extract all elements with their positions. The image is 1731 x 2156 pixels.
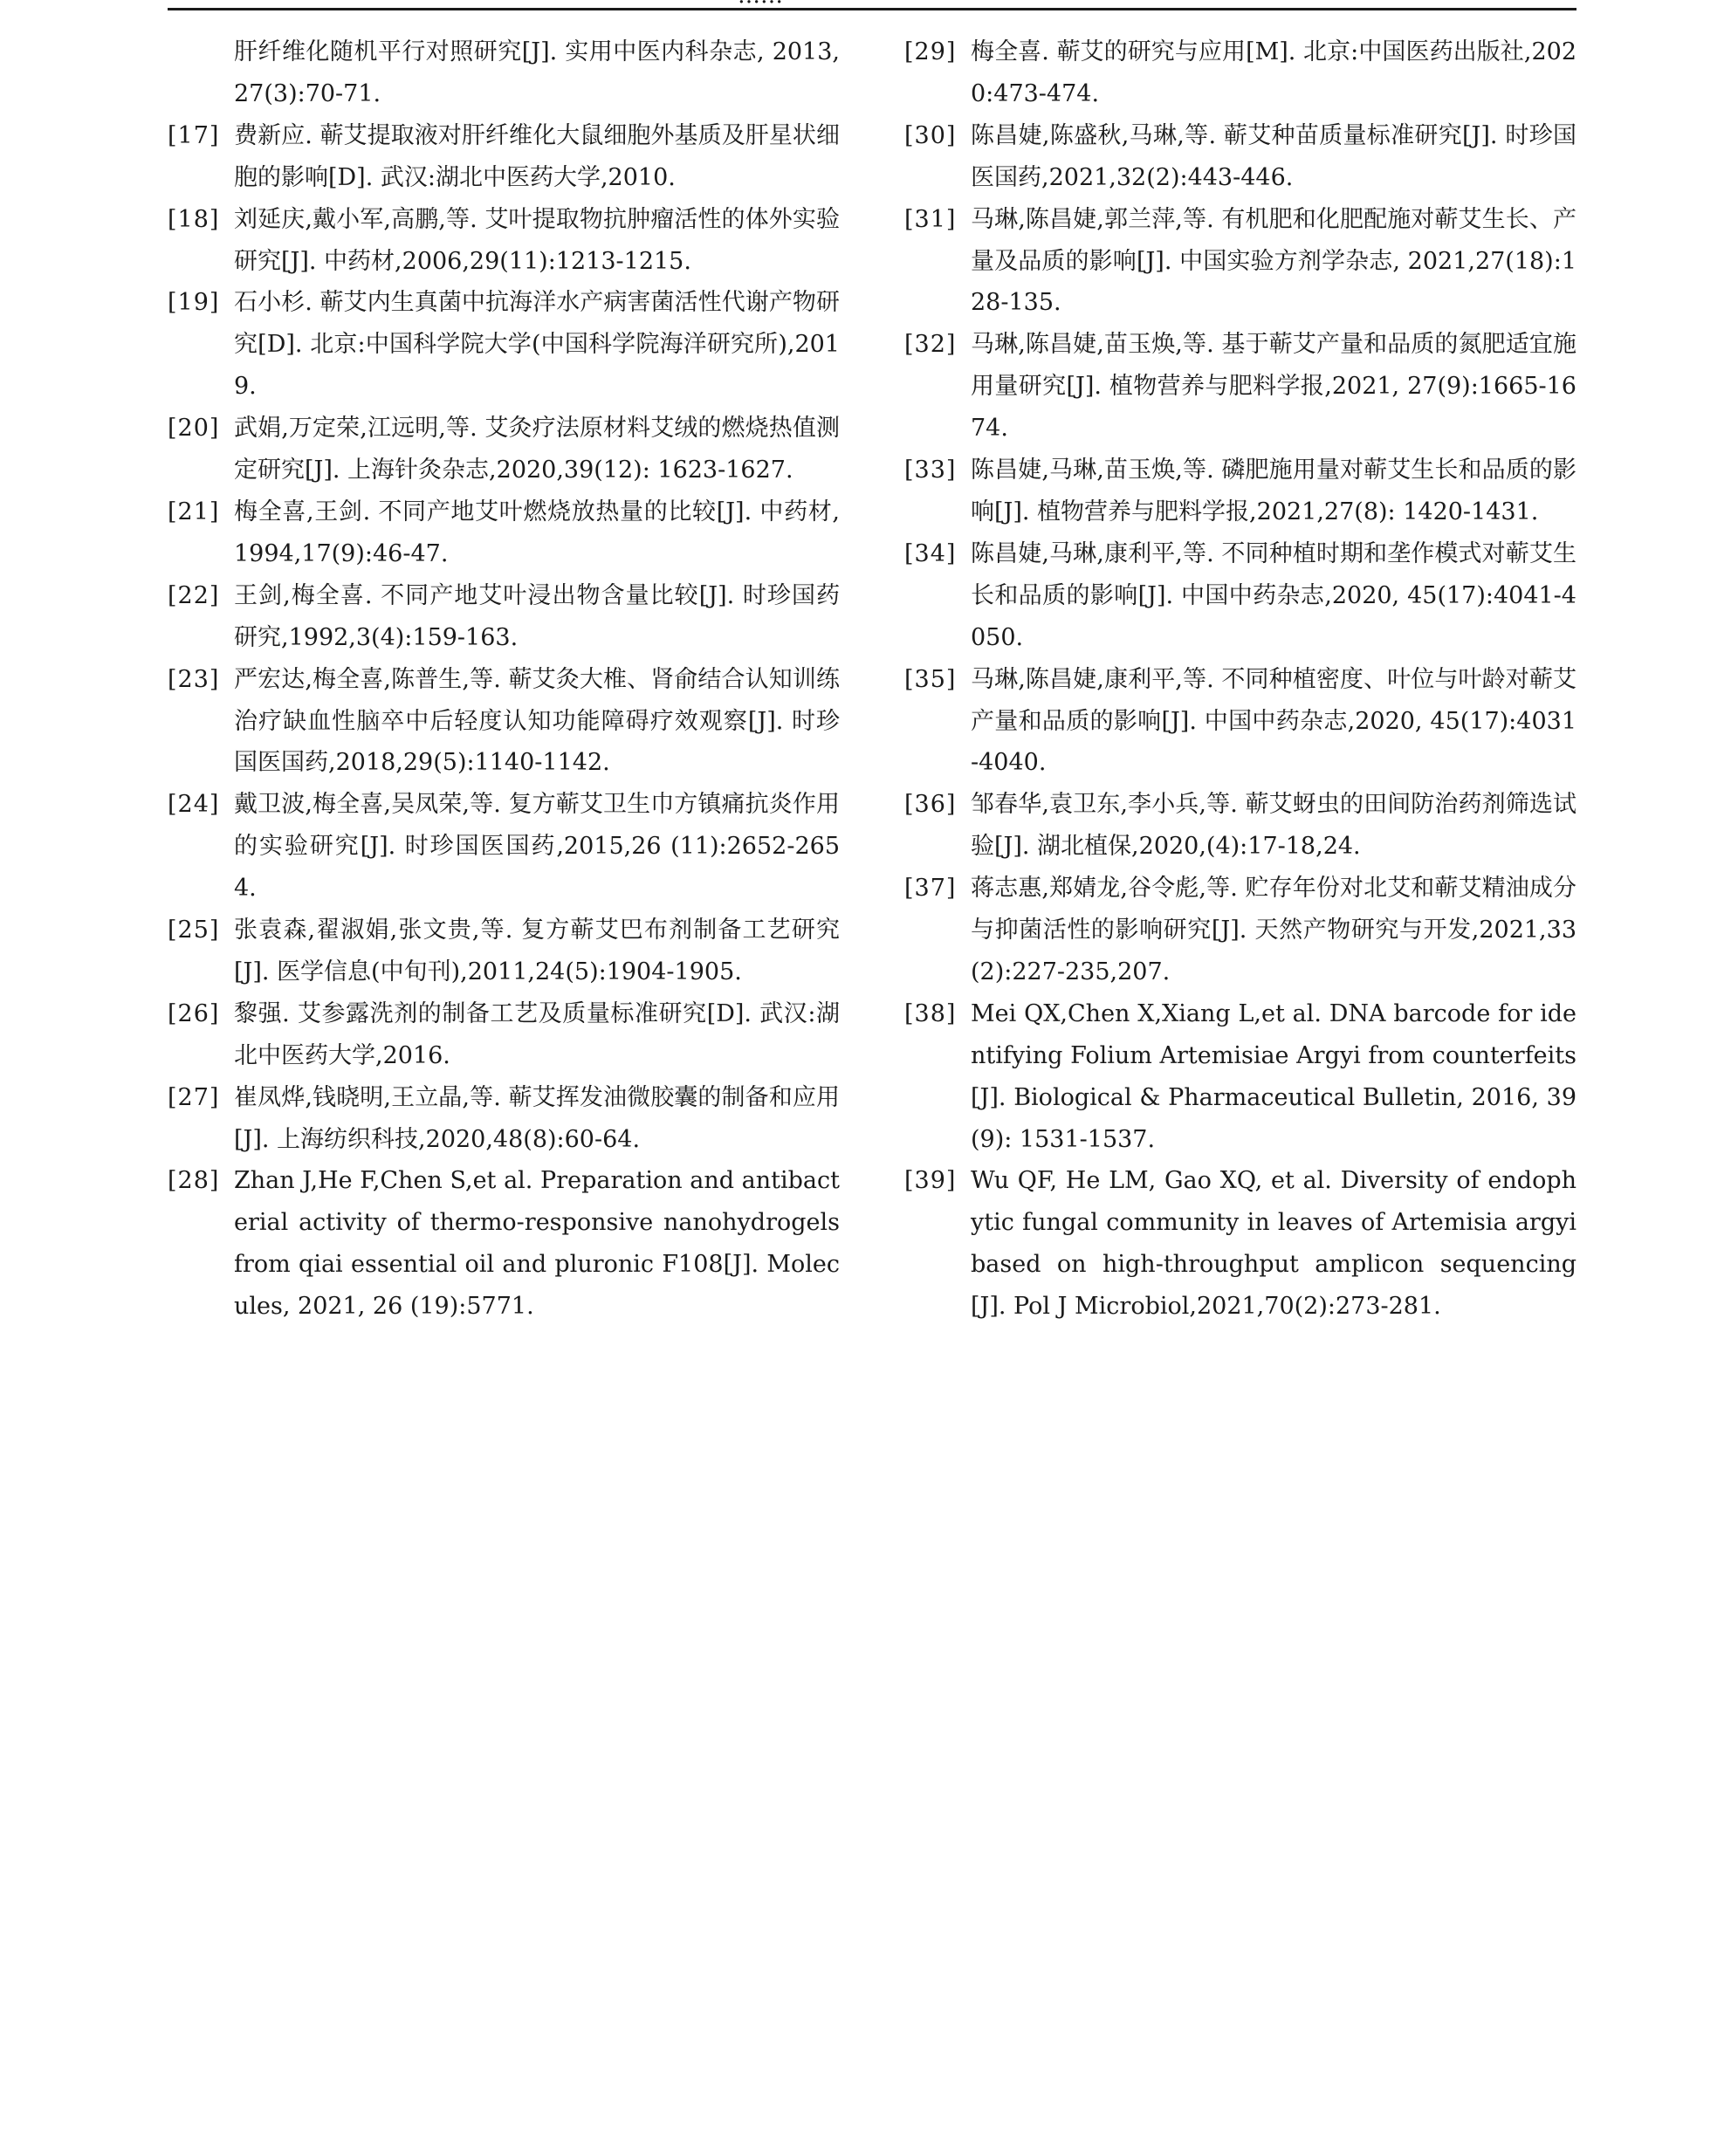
reference-text: 费新应. 蕲艾提取液对肝纤维化大鼠细胞外基质及肝星状细胞的影响[D]. 武汉:湖北中医药大学,2010. (234, 121, 840, 191)
reference-item (904, 533, 1576, 659)
reference-item (904, 993, 1576, 1161)
reference-number: [26] (168, 999, 220, 1027)
reference-text: 梅全喜,王剑. 不同产地艾叶燃烧放热量的比较[J]. 中药材,1994,17(9):46-47. (234, 498, 840, 567)
reference-text: 刘延庆,戴小军,高鹏,等. 艾叶提取物抗肿瘤活性的体外实验研究[J]. 中药材,2006,29(11):1213-1215. (234, 205, 840, 275)
reference-number: [23] (168, 665, 220, 693)
reference-text: 严宏达,梅全喜,陈普生,等. 蕲艾灸大椎、肾俞结合认知训练治疗缺血性脑卒中后轻度认知功能障碍疗效观察[J]. 时珍国医国药,2018,29(5):1140-1142. (234, 665, 840, 777)
reference-text: Zhan J,He F,Chen S,et al. Preparation and antibacterial activity of thermo-responsive nanohydrogels from qiai essential oil and pluronic F108[J]. Molecules, 2021, 26 (19):5771. (234, 1167, 840, 1321)
reference-number: [20] (168, 415, 220, 443)
reference-number: [27] (168, 1083, 220, 1111)
reference-item (904, 31, 1576, 115)
reference-text: 陈昌婕,马琳,苗玉焕,等. 磷肥施用量对蕲艾生长和品质的影响[J]. 植物营养与肥料学报,2021,27(8): 1420-1431. (971, 457, 1576, 525)
reference-item (168, 993, 840, 1077)
reference-text: 梅全喜. 蕲艾的研究与应用[M]. 北京:中国医药出版社,2020:473-474. (971, 38, 1576, 107)
reference-text: 石小杉. 蕲艾内生真菌中抗海洋水产病害菌活性代谢产物研究[D]. 北京:中国科学院大学(中国科学院海洋研究所),2019. (234, 289, 840, 401)
header-rule (168, 8, 1576, 10)
reference-number: [33] (904, 457, 957, 484)
reference-continuation (168, 31, 840, 115)
reference-number: [28] (168, 1167, 220, 1195)
reference-number: [31] (904, 205, 957, 233)
reference-item (168, 1160, 840, 1328)
reference-number: [36] (904, 791, 957, 819)
reference-item (904, 199, 1576, 325)
reference-item (168, 408, 840, 491)
reference-item (168, 659, 840, 785)
reference-column-right (904, 31, 1576, 1328)
reference-text: 马琳,陈昌婕,苗玉焕,等. 基于蕲艾产量和品质的氮肥适宜施用量研究[J]. 植物营养与肥料学报,2021, 27(9):1665-1674. (971, 331, 1576, 443)
reference-text: 陈昌婕,陈盛秋,马琳,等. 蕲艾种苗质量标准研究[J]. 时珍国医国药,2021,32(2):443-446. (971, 121, 1576, 191)
reference-item (168, 115, 840, 199)
reference-number: [32] (904, 331, 957, 359)
reference-number: [25] (168, 917, 220, 944)
reference-text: 蒋志惠,郑婧龙,谷令彪,等. 贮存年份对北艾和蕲艾精油成分与抑菌活性的影响研究[J]. 天然产物研究与开发,2021,33(2):227-235,207. (971, 875, 1576, 985)
running-header-fragment (738, 0, 956, 5)
reference-item (168, 491, 840, 575)
reference-text: 邹春华,袁卫东,李小兵,等. 蕲艾蚜虫的田间防治药剂筛选试验[J]. 湖北植保,2020,(4):17-18,24. (971, 791, 1576, 861)
reference-item (904, 115, 1576, 199)
running-header-text (738, 0, 783, 9)
reference-text: 王剑,梅全喜. 不同产地艾叶浸出物含量比较[J]. 时珍国药研究,1992,3(4):159-163. (234, 581, 840, 651)
reference-text: 马琳,陈昌婕,康利平,等. 不同种植密度、叶位与叶龄对蕲艾产量和品质的影响[J]. 中国中药杂志,2020, 45(17):4031-4040. (971, 665, 1576, 777)
reference-number: [18] (168, 205, 220, 233)
reference-text: 武娟,万定荣,江远明,等. 艾灸疗法原材料艾绒的燃烧热值测定研究[J]. 上海针灸杂志,2020,39(12): 1623-1627. (234, 415, 840, 484)
reference-number: [17] (168, 121, 220, 149)
reference-item (904, 659, 1576, 785)
reference-text: 肝纤维化随机平行对照研究[J]. 实用中医内科杂志, 2013,27(3):70-71. (234, 38, 840, 107)
reference-column-left (168, 31, 840, 1328)
reference-item (168, 784, 840, 910)
reference-text: 戴卫波,梅全喜,吴凤荣,等. 复方蕲艾卫生巾方镇痛抗炎作用的实验研究[J]. 时珍国医国药,2015,26 (11):2652-2654. (234, 791, 840, 903)
reference-text: Mei QX,Chen X,Xiang L,et al. DNA barcode for identifying Folium Artemisiae Argyi from counterfeits[J]. Biological & Pharmaceutical Bulletin, 2016, 39 (9): 1531-1537. (971, 999, 1576, 1153)
reference-item (904, 324, 1576, 450)
reference-item (168, 910, 840, 993)
reference-number: [37] (904, 875, 957, 903)
reference-text: 黎强. 艾参露洗剂的制备工艺及质量标准研究[D]. 武汉:湖北中医药大学,2016. (234, 999, 840, 1069)
reference-number: [38] (904, 999, 957, 1027)
reference-item (904, 868, 1576, 993)
reference-text: 陈昌婕,马琳,康利平,等. 不同种植时期和垄作模式对蕲艾生长和品质的影响[J]. 中国中药杂志,2020, 45(17):4041-4050. (971, 539, 1576, 651)
reference-item (168, 1077, 840, 1161)
reference-number: [21] (168, 498, 220, 525)
reference-number: [30] (904, 121, 957, 149)
reference-number: [29] (904, 38, 957, 65)
reference-item (168, 575, 840, 659)
reference-number: [34] (904, 539, 957, 567)
reference-item (904, 450, 1576, 533)
reference-number: [35] (904, 665, 957, 693)
reference-text: 张袁森,翟淑娟,张文贵,等. 复方蕲艾巴布剂制备工艺研究[J]. 医学信息(中旬刊),2011,24(5):1904-1905. (234, 917, 840, 985)
reference-number: [22] (168, 581, 220, 609)
reference-item (904, 1160, 1576, 1328)
reference-number: [39] (904, 1167, 957, 1195)
reference-number: [19] (168, 289, 220, 317)
reference-text: 崔凤烨,钱晓明,王立晶,等. 蕲艾挥发油微胶囊的制备和应用[J]. 上海纺织科技,2020,48(8):60-64. (234, 1083, 840, 1153)
reference-item (904, 784, 1576, 868)
reference-item (168, 282, 840, 408)
reference-text: Wu QF, He LM, Gao XQ, et al. Diversity of endophytic fungal community in leaves of Artemisia argyi based on high-throughput amplicon sequencing[J]. Pol J Microbiol,2021,70(2):273-281. (971, 1167, 1576, 1321)
reference-text: 马琳,陈昌婕,郭兰萍,等. 有机肥和化肥配施对蕲艾生长、产量及品质的影响[J]. 中国实验方剂学杂志, 2021,27(18):128-135. (971, 205, 1576, 317)
reference-item (168, 199, 840, 283)
reference-number: [24] (168, 791, 220, 819)
